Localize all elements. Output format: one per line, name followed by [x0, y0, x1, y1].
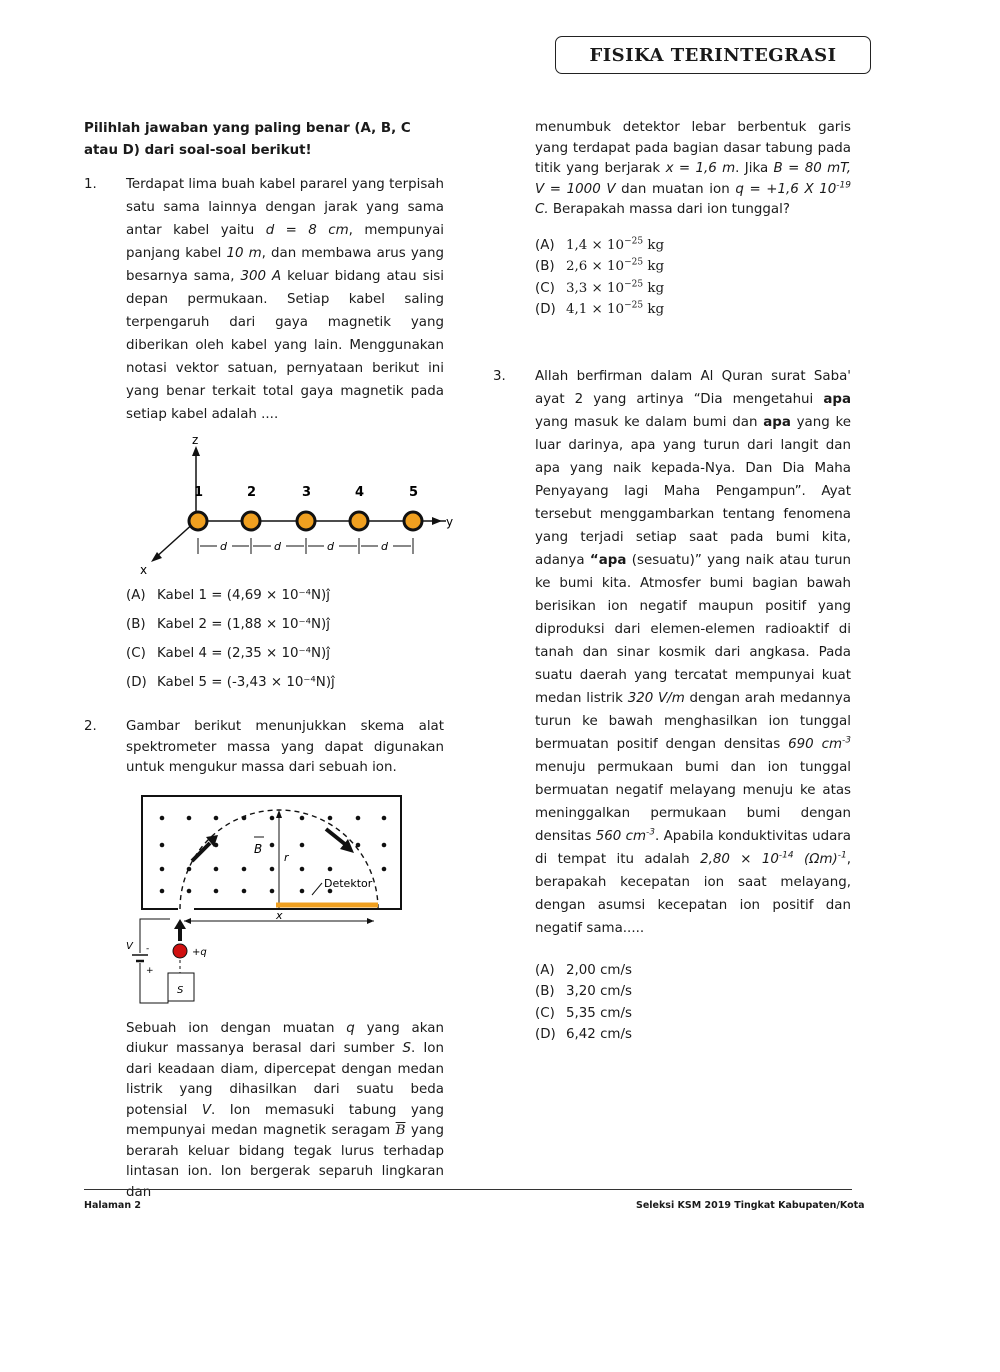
option-letter: (A): [535, 962, 555, 978]
text-segment: yang ke luar darinya, apa yang turun dari langit dan apa yang naik kepada-Nya. Dan Dia Maha Penyayang lagi Maha Pengampun”. Ayat tersebut menggambarkan tentang fenomena yang terjadi setiap saat pada bumi kita, adanya: [535, 414, 851, 568]
option-d[interactable]: [535, 299, 851, 321]
wire-label: 1: [194, 485, 204, 500]
text-segment: . Jika: [735, 161, 774, 176]
wire-label: 3: [302, 485, 312, 500]
distance-value: d = 8 cm: [265, 223, 349, 238]
option-value: 4,1 × 10: [566, 302, 625, 317]
density-positive: 690 cm: [788, 736, 843, 752]
text-segment: , berapakah kecepatan ion saat melayang, dengan asumsi kecepatan ion positif dan negatif sama.....: [535, 851, 851, 936]
option-letter: (D): [535, 1027, 556, 1042]
option-value: 2,6 × 10: [566, 259, 625, 274]
option-letter: (B): [126, 617, 146, 632]
circuit-wire-bottom: [140, 963, 168, 1003]
q2-options: [535, 235, 851, 321]
radius-arrowhead: [276, 810, 282, 818]
question-text: [535, 365, 851, 940]
source-label: S: [177, 984, 184, 996]
wires-figure: [116, 433, 454, 579]
question-number: 2.: [84, 719, 97, 734]
x-arrowhead-right: [367, 918, 374, 924]
option-text: Kabel 2 = (1,88 × 10⁻⁴N)ĵ: [157, 617, 330, 632]
text-segment: . Ion memasuki tabung yang mempunyai medan magnetik seragam: [126, 1102, 444, 1138]
question-3: [493, 365, 851, 1046]
q-unit: C.: [535, 202, 549, 217]
text-segment: menuju permukaan bumi dan ion tunggal bermuatan negatif melayang menuju ke atas meninggalkan permukaan bumi dengan densitas: [535, 759, 851, 844]
minus-label: -: [146, 943, 150, 954]
option-a[interactable]: [535, 960, 851, 982]
detector-pointer: [312, 883, 322, 895]
right-column: [493, 118, 851, 1046]
wire-4: [350, 485, 368, 530]
conductivity-unit: (Ωm): [793, 851, 838, 867]
spectrometer-figure: [126, 791, 406, 1013]
option-d[interactable]: [535, 1024, 851, 1046]
option-exponent: −25: [624, 236, 644, 247]
wire-label: 5: [409, 485, 419, 500]
option-letter: (A): [535, 237, 555, 253]
b-value: B = 80 mT, V = 1000 V: [535, 161, 851, 197]
question-number: 3.: [493, 368, 506, 384]
r-label: r: [284, 850, 289, 864]
option-c[interactable]: [535, 1003, 851, 1025]
text-segment: , mempunyai panjang kabel: [126, 223, 444, 261]
option-exponent: −25: [624, 257, 644, 268]
z-arrowhead: [192, 446, 200, 456]
option-unit: kg: [643, 280, 665, 296]
left-column: [84, 118, 454, 1203]
option-exponent: −25: [624, 279, 644, 290]
q-exponent: -19: [836, 180, 851, 191]
instruction: Pilihlah jawaban yang paling benar (A, B, C atau D) dari soal-soal berikut!: [84, 121, 411, 158]
z-axis-label: z: [192, 433, 199, 447]
spacing-label: d: [381, 540, 388, 553]
option-b[interactable]: [535, 256, 851, 278]
option-c[interactable]: [126, 639, 444, 668]
field-value: 320 V/m: [627, 690, 685, 706]
x-value: x = 1,6 m: [665, 161, 736, 176]
text-segment: yang akan diukur massanya berasal dari sumber: [126, 1020, 444, 1056]
text-segment: Berapakah massa dari ion tunggal?: [548, 202, 790, 217]
text-segment: . Ion dari keadaan diam, dipercepat dengan medan listrik yang dihasilkan dari suatu beda potensial: [126, 1041, 444, 1118]
option-a[interactable]: [535, 235, 851, 257]
text-segment: Terdapat lima buah kabel pararel yang terpisah satu sama lainnya dengan jarak yang sama antar kabel yaitu: [126, 177, 444, 238]
option-letter: (B): [535, 259, 555, 274]
option-letter: (C): [535, 1005, 555, 1021]
text-segment: menumbuk detektor lebar berbentuk garis yang terdapat pada bagian dasar tabung pada titik yang berjarak: [535, 120, 851, 176]
wire-2: [242, 485, 260, 530]
option-text: 6,42 cm/s: [566, 1027, 632, 1042]
wire-3: [297, 485, 315, 530]
conductivity-unit-exponent: -1: [837, 850, 847, 861]
option-a[interactable]: [126, 581, 444, 610]
ion: [173, 944, 187, 958]
footer-exam-title: Seleksi KSM 2019 Tingkat Kabupaten/Kota: [636, 1200, 865, 1211]
option-c[interactable]: [535, 278, 851, 300]
detector-label: Detektor: [324, 876, 373, 890]
option-text: Kabel 5 = (-3,43 × 10⁻⁴N)ĵ: [157, 675, 335, 690]
conductivity-exponent: -14: [778, 850, 794, 861]
wire-1: [189, 485, 207, 530]
text-segment: (sesuatu)” yang naik atau turun ke bumi kita. Atmosfer bumi bagian bawah berisikan ion negatif maupun positif yang diproduksi dari elemen-elemen radioaktif di tanah dan sinar kosmik dari angkasa. Pada suatu daerah yang tercatat mempunyai kuat medan listrik: [535, 552, 851, 706]
option-letter: (B): [535, 984, 555, 999]
option-text: Kabel 4 = (2,35 × 10⁻⁴N)ĵ: [157, 646, 330, 661]
length-value: 10 m: [226, 246, 262, 261]
symbol-q: q: [346, 1020, 355, 1036]
question-1: [84, 173, 454, 697]
q3-options: [535, 960, 851, 1046]
option-unit: kg: [643, 237, 665, 253]
spacing-label: d: [220, 540, 227, 553]
question-text: [126, 1019, 444, 1204]
option-unit: kg: [643, 302, 665, 317]
text-segment: dengan arah medannya turun ke bawah menghasilkan ion tunggal bermuatan positif dengan densitas: [535, 690, 852, 752]
option-value: 3,3 × 10: [566, 280, 625, 296]
text-segment: dan muatan ion: [615, 181, 736, 197]
charge-label: +q: [192, 946, 207, 958]
q1-options: [126, 581, 444, 697]
option-d[interactable]: [126, 668, 444, 697]
symbol-s: S: [402, 1041, 412, 1056]
x-axis-label: x: [140, 563, 148, 577]
option-text: 3,20 cm/s: [566, 984, 632, 999]
emphasis: “apa: [589, 552, 627, 568]
option-letter: (A): [126, 588, 146, 603]
option-text: Kabel 1 = (4,69 × 10⁻⁴N)ĵ: [157, 588, 330, 603]
voltage-label: V: [126, 940, 133, 952]
emphasis: apa: [823, 391, 851, 407]
option-b[interactable]: [126, 610, 444, 639]
footer-divider: [84, 1189, 852, 1190]
path-arrow-right: [326, 829, 346, 845]
y-axis-label: y: [446, 515, 454, 529]
x-arrowhead-left: [184, 918, 191, 924]
text-segment: yang berarah keluar bidang tegak lurus terhadap lintasan ion. Ion bergerak separuh lingkaran dan: [126, 1123, 445, 1200]
text-segment: Allah berfirman dalam Al Quran surat Saba' ayat 2 yang artinya “Dia mengetahui: [535, 368, 851, 407]
question-text-continued: [535, 118, 851, 221]
option-letter: (D): [535, 302, 556, 317]
emphasis: apa: [763, 414, 791, 430]
option-exponent: −25: [624, 300, 644, 311]
path-arrow-left: [192, 843, 210, 861]
wire-label: 2: [247, 485, 257, 500]
text-segment: , dan membawa arus yang besarnya sama,: [126, 246, 444, 284]
wire-label: 4: [355, 485, 365, 500]
text-segment: keluar bidang atau sisi depan permukaan. Setiap kabel saling terpengaruh dari gaya magnetik yang diberikan oleh kabel yang lain. Menggunakan notasi vektor satuan, pernyataan berikut ini yang benar terkait total gaya magnetik pada setiap kabel adalah ....: [126, 269, 444, 422]
option-text: 2,00 cm/s: [566, 962, 632, 978]
wire-5: [404, 485, 422, 530]
circuit-wire-top: [140, 919, 170, 953]
conductivity-value: 2,80 × 10: [700, 851, 779, 867]
page-header-box: [555, 36, 871, 74]
density-exponent: -3: [646, 827, 656, 838]
q-value: q = +1,6 X 10: [735, 181, 837, 197]
symbol-b: $\overline{B}$: [395, 1123, 406, 1138]
plus-label: +: [146, 965, 154, 976]
option-value: 1,4 × 10: [566, 237, 625, 253]
symbol-v: V: [201, 1102, 211, 1118]
option-b[interactable]: [535, 981, 851, 1003]
b-label: B: [254, 841, 263, 856]
text-segment: yang masuk ke dalam bumi dan: [535, 414, 764, 430]
spacing-label: d: [327, 540, 334, 553]
spacing-label: d: [274, 540, 281, 553]
option-letter: (D): [126, 675, 147, 690]
option-text: 5,35 cm/s: [566, 1005, 632, 1021]
question-number: 1.: [84, 177, 97, 192]
x-distance-label: x: [276, 908, 283, 922]
text-segment: Sebuah ion dengan muatan: [126, 1020, 347, 1036]
current-value: 300 A: [240, 269, 282, 284]
y-arrowhead: [432, 517, 442, 525]
option-letter: (C): [535, 280, 555, 296]
question-text: [126, 173, 444, 426]
density-negative: 560 cm: [595, 828, 647, 844]
page-title: FISIKA TERINTEGRASI: [589, 44, 837, 66]
question-2-continued: [493, 118, 851, 321]
option-letter: (C): [126, 646, 146, 661]
density-exponent: -3: [842, 735, 851, 746]
text-segment: . Apabila konduktivitas udara di tempat itu adalah: [535, 828, 851, 867]
footer-page-number: Halaman 2: [84, 1200, 142, 1211]
question-2: [84, 717, 444, 1203]
question-intro: Gambar berikut menunjukkan skema alat spektrometer massa yang dapat digunakan untuk mengukur massa dari sebuah ion.: [126, 719, 444, 775]
option-unit: kg: [643, 259, 665, 274]
